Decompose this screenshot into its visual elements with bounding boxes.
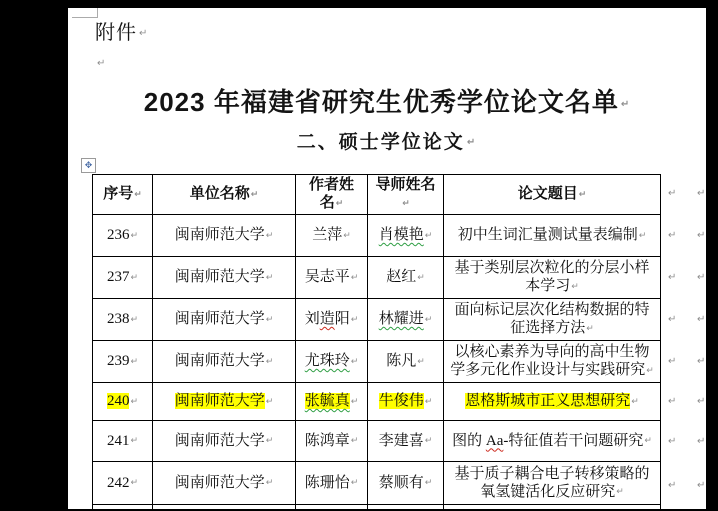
unit-text: 闽南师范大学 xyxy=(174,474,265,491)
header-author: 作者姓名↵ xyxy=(296,175,368,215)
cell-end-mark-icon: ↵ xyxy=(402,198,410,209)
row-end-mark-icon: ↵ xyxy=(668,356,677,367)
thesis-title-text: 面向标记层次化结构数据的特征选择方法 xyxy=(454,302,650,337)
cell-end-mark-icon: ↵ xyxy=(646,365,654,376)
header-serial: 序号↵ xyxy=(93,175,153,215)
cell-end-mark-icon: ↵ xyxy=(571,281,579,292)
unit-cell xyxy=(153,383,296,421)
unit-cell xyxy=(153,341,296,383)
cell-end-mark-icon: ↵ xyxy=(424,436,433,447)
paragraph-mark-icon: ↵ xyxy=(466,137,478,149)
supervisor-text: 陈凡 xyxy=(386,353,417,370)
thesis-table xyxy=(92,174,661,511)
document-page xyxy=(68,8,706,509)
attachment-label xyxy=(95,16,148,45)
supervisor-cell xyxy=(368,505,444,511)
cell-end-mark-icon: ↵ xyxy=(130,356,139,367)
supervisor-text: 牛俊伟 xyxy=(378,393,424,410)
cell-end-mark-icon: ↵ xyxy=(631,396,639,407)
unit-text: 闽南师范大学 xyxy=(174,311,265,328)
row-end-mark-icon: ↵ xyxy=(668,230,677,241)
supervisor-cell xyxy=(368,421,444,462)
row-end-mark-icon: ↵ xyxy=(697,356,706,367)
row-end-mark-icon: ↵ xyxy=(668,314,677,325)
row-end-mark-icon: ↵ xyxy=(697,480,706,491)
serial-text: 242 xyxy=(106,474,130,491)
table-row-highlighted xyxy=(93,383,661,421)
cell-end-mark-icon: ↵ xyxy=(130,230,139,241)
serial-text: 240 xyxy=(106,393,130,410)
unit-cell xyxy=(153,215,296,257)
table-row xyxy=(93,341,661,383)
cell-end-mark-icon: ↵ xyxy=(265,230,274,241)
cell-end-mark-icon: ↵ xyxy=(130,314,139,325)
table-header-row xyxy=(93,175,661,215)
serial-text: 239 xyxy=(106,353,130,370)
supervisor-text: 肖模艳 xyxy=(378,227,424,244)
table-row xyxy=(93,462,661,505)
author-text: 陈鸿章 xyxy=(304,432,350,449)
serial-cell xyxy=(93,383,153,421)
header-unit: 单位名称↵ xyxy=(153,175,296,215)
title-cell xyxy=(444,299,661,341)
author-cell xyxy=(296,215,368,257)
document-title xyxy=(68,82,706,119)
row-end-mark-icon: ↵ xyxy=(668,480,677,491)
serial-cell xyxy=(93,299,153,341)
cell-end-mark-icon: ↵ xyxy=(250,189,259,200)
cell-end-mark-icon: ↵ xyxy=(350,478,359,489)
cell-end-mark-icon: ↵ xyxy=(265,478,274,489)
cell-end-mark-icon: ↵ xyxy=(343,230,351,241)
section-heading-text: 二、硕士学位论文 xyxy=(296,132,465,153)
table-move-handle-icon[interactable] xyxy=(81,158,96,173)
header-title: 论文题目↵ xyxy=(444,175,661,215)
cell-end-mark-icon: ↵ xyxy=(130,436,139,447)
serial-text: 236 xyxy=(106,227,130,244)
author-cell xyxy=(296,341,368,383)
cell-end-mark-icon: ↵ xyxy=(424,230,433,241)
paragraph-mark-icon: ↵ xyxy=(97,57,106,69)
author-text: 尤珠玲 xyxy=(304,353,350,370)
title-cell xyxy=(444,257,661,299)
author-cell xyxy=(296,299,368,341)
table-row xyxy=(93,215,661,257)
row-end-mark-icon: ↵ xyxy=(697,436,706,447)
unit-cell xyxy=(153,462,296,505)
serial-text: 238 xyxy=(106,311,130,328)
unit-text: 闽南师范大学 xyxy=(174,269,265,286)
title-cell xyxy=(444,421,661,462)
table-row-partial xyxy=(93,505,661,511)
unit-cell xyxy=(153,257,296,299)
cell-end-mark-icon: ↵ xyxy=(265,396,274,407)
row-end-mark-icon: ↵ xyxy=(697,396,706,407)
row-end-mark-icon: ↵ xyxy=(697,230,706,241)
title-cell xyxy=(444,215,661,257)
cell-end-mark-icon: ↵ xyxy=(424,314,433,325)
thesis-title-text: 初中生词汇量测试量表编制 xyxy=(457,227,638,244)
row-end-mark-icon: ↵ xyxy=(697,188,706,199)
thesis-title-text: 基于类别层次粒化的分层小样本学习 xyxy=(454,260,650,295)
title-cell xyxy=(444,341,661,383)
four-way-arrow-icon: ✥ xyxy=(84,160,93,171)
thesis-title-text: 以核心素养为导向的高中生物学多元化作业设计与实践研究 xyxy=(450,344,650,379)
author-text: 兰萍 xyxy=(312,227,343,244)
section-heading xyxy=(68,127,706,154)
cell-end-mark-icon: ↵ xyxy=(350,314,359,325)
row-end-mark-icon: ↵ xyxy=(697,272,706,283)
document-title-text: 2023 年福建省研究生优秀学位论文名单 xyxy=(143,87,619,117)
unit-cell xyxy=(153,505,296,511)
thesis-title-text: 图的 xyxy=(452,432,486,449)
serial-text: 241 xyxy=(106,432,130,449)
thesis-title-spellcheck: Aa xyxy=(485,432,504,449)
unit-text: 闽南师范大学 xyxy=(174,393,265,410)
title-cell xyxy=(444,383,661,421)
serial-cell xyxy=(93,505,153,511)
supervisor-cell xyxy=(368,299,444,341)
cell-end-mark-icon: ↵ xyxy=(130,396,139,407)
supervisor-cell xyxy=(368,383,444,421)
supervisor-cell xyxy=(368,257,444,299)
thesis-title-text: 恩格斯城市正义思想研究 xyxy=(465,393,631,410)
table-row xyxy=(93,257,661,299)
cell-end-mark-icon: ↵ xyxy=(638,230,647,241)
cell-end-mark-icon: ↵ xyxy=(578,189,587,200)
serial-cell xyxy=(93,462,153,505)
header-supervisor: 导师姓名↵ xyxy=(368,175,444,215)
author-cell xyxy=(296,505,368,511)
cell-end-mark-icon: ↵ xyxy=(265,314,274,325)
cell-end-mark-icon: ↵ xyxy=(265,272,274,283)
cell-end-mark-icon: ↵ xyxy=(350,272,359,283)
author-text: 吴志平 xyxy=(304,269,350,286)
author-cell xyxy=(296,383,368,421)
supervisor-text: 赵红 xyxy=(386,269,417,286)
title-cell xyxy=(444,462,661,505)
cell-end-mark-icon: ↵ xyxy=(134,189,142,200)
author-cell xyxy=(296,462,368,505)
unit-text: 闽南师范大学 xyxy=(174,227,265,244)
serial-cell xyxy=(93,341,153,383)
cell-end-mark-icon: ↵ xyxy=(265,356,274,367)
empty-paragraph xyxy=(95,54,105,72)
author-cell xyxy=(296,421,368,462)
row-end-mark-icon: ↵ xyxy=(668,396,677,407)
cell-end-mark-icon: ↵ xyxy=(616,487,624,498)
supervisor-text: 李建喜 xyxy=(378,432,424,449)
supervisor-text: 蔡顺有 xyxy=(378,474,424,491)
supervisor-cell xyxy=(368,341,444,383)
cell-end-mark-icon: ↵ xyxy=(417,272,425,283)
serial-cell xyxy=(93,257,153,299)
thesis-title-text: -特征值若干问题研究 xyxy=(503,432,644,449)
cell-end-mark-icon: ↵ xyxy=(350,356,359,367)
unit-cell xyxy=(153,299,296,341)
serial-text: 237 xyxy=(106,269,130,286)
row-end-mark-icon: ↵ xyxy=(668,436,677,447)
author-text: 陈珊怡 xyxy=(304,474,350,491)
cell-end-mark-icon: ↵ xyxy=(417,356,425,367)
thesis-title-text: 基于质子耦合电子转移策略的氧氢键活化反应研究 xyxy=(454,465,650,500)
unit-text: 闽南师范大学 xyxy=(174,432,265,449)
table-row xyxy=(93,421,661,462)
cell-end-mark-icon: ↵ xyxy=(586,323,594,334)
cell-end-mark-icon: ↵ xyxy=(335,198,344,209)
cell-end-mark-icon: ↵ xyxy=(130,272,139,283)
row-end-mark-icon: ↵ xyxy=(668,188,677,199)
unit-text: 闽南师范大学 xyxy=(174,353,265,370)
cell-end-mark-icon: ↵ xyxy=(350,436,359,447)
supervisor-text: 林耀进 xyxy=(378,311,424,328)
author-cell xyxy=(296,257,368,299)
serial-cell xyxy=(93,421,153,462)
attachment-text: 附件 xyxy=(95,22,137,44)
author-text: 刘 xyxy=(304,311,320,328)
row-end-mark-icon: ↵ xyxy=(697,314,706,325)
title-cell xyxy=(444,505,661,511)
cell-end-mark-icon: ↵ xyxy=(644,436,652,447)
cell-end-mark-icon: ↵ xyxy=(265,436,274,447)
cell-end-mark-icon: ↵ xyxy=(424,396,433,407)
cell-end-mark-icon: ↵ xyxy=(424,478,433,489)
supervisor-cell xyxy=(368,462,444,505)
author-text-spellcheck: 造 xyxy=(319,311,335,328)
table-row xyxy=(93,299,661,341)
author-text: 张毓真 xyxy=(304,393,350,410)
serial-cell xyxy=(93,215,153,257)
paragraph-mark-icon: ↵ xyxy=(139,28,149,40)
author-text: 阳 xyxy=(334,311,350,328)
row-end-mark-icon: ↵ xyxy=(668,272,677,283)
cell-end-mark-icon: ↵ xyxy=(350,396,359,407)
supervisor-cell xyxy=(368,215,444,257)
paragraph-mark-icon: ↵ xyxy=(620,98,631,110)
cell-end-mark-icon: ↵ xyxy=(130,478,139,489)
unit-cell xyxy=(153,421,296,462)
